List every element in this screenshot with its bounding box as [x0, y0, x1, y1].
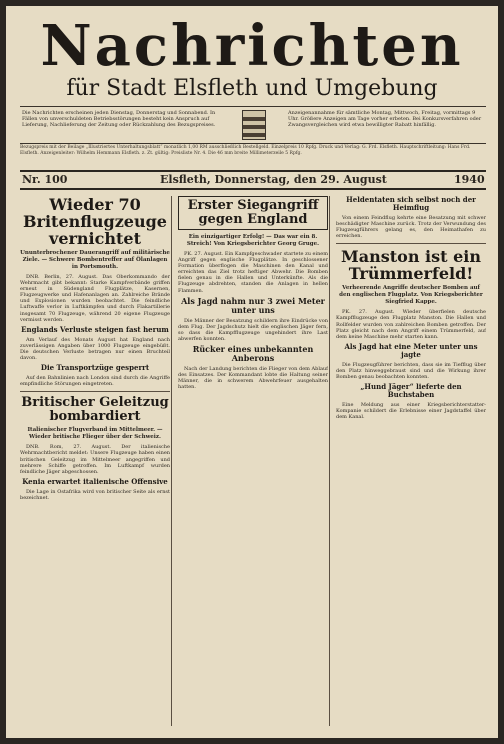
article-body: DNB. Rom, 27. August. Der italienische Wehrmachtbericht meldet: Unsere Flugzeuge haben einen britischen Geleitzug im Mittelmeer angegriffen und mehrere Schiffe getroffen. Im Luftkampf wurden feindliche Jäger abgeschossen. [20, 444, 170, 475]
date-bar [20, 170, 486, 190]
article-body: Von einem Feindflug kehrte eine Besatzung mit schwer beschädigter Maschine zurück. Trotz der Verwundung des Flugzeugführers gelang es, den Heimathafen zu erreichen. [336, 215, 486, 240]
advertising-info: Anzeigenannahme für sämtliche Montag, Mittwoch, Freitag, vormittags 9 Uhr. Größere Anzeigen am Tage vorher erbeten. Bei Konkursverfahren oder Zwangsvergleichen wird etwa bewilligter Rabatt hinfällig. [288, 110, 482, 128]
article-headline: Die Transportzüge gesperrt [40, 363, 150, 373]
article-headline: Manston ist ein Trümmerfeld! [341, 247, 481, 284]
article-body: DNB. Berlin, 27. August. Das Oberkommando der Wehrmacht gibt bekannt: Starke Kampfverbände griffen erneut in Südengland Flugplätze, Kasernen, Flugzeugwerke und Hafenanlagen an. Zahlreiche Brände und Explosionen wurden beobachtet. Die feindliche Luftwaffe verlor in Luftkämpfen und durch Flakartillerie insgesamt 70 Flugzeuge, während 20 eigene Flugzeuge vermisst werden. [20, 274, 170, 323]
town-crest-icon [242, 110, 266, 140]
article-headline: Erster Siegangriff gegen England [178, 196, 328, 230]
article-body: Die Lage in Ostafrika wird von britischer Seite als ernst bezeichnet. [20, 488, 170, 501]
article-body: Die Flugzeugführer berichten, dass sie im Tiefflug über den Platz hinweggebraust sind und die Wirkung ihrer Bomben genau beobachten konnten. [336, 361, 486, 381]
article-headline: Als Jagd hat eine Meter unter uns jagte [344, 341, 478, 359]
subscription-fineprint: Bezugspreis mit der Beilage „Illustriertes Unterhaltungsblatt“ monatlich 1,00 RM ausschließlich Bestellgeld. Einzelpreis 10 Rpfg. Druck und Verlag: G. Frd. Elsfleth. Hauptschriftleitung: Hans Frd. Elsfleth. Anzeigenleiter: Wilhelm Hemmann Elsfleth. z. Zt. gültig: Preisliste Nr. 4. Die 46 mm breite Millimeterzeile 5 Rpfg. [20, 145, 471, 156]
article-subheadline: Ununterbrochener Dauerangriff auf militärische Ziele. — Schwere Bombentreffer auf Ölanlagen in Portsmouth. [20, 250, 170, 270]
column-right [336, 196, 486, 726]
article-headline: „Hund Jäger“ lieferte den Buchstaben [360, 382, 462, 400]
newspaper-subtitle: für Stadt Elsfleth und Umgebung [66, 76, 438, 101]
article-headline: Rücker eines unbekannten Anberons [192, 344, 314, 364]
article-headline: Heldentaten sich selbst noch der Heimflug [346, 196, 476, 212]
article-body: Die Männer der Besatzung schildern ihre Eindrücke von dem Flug. Der Jagdschutz hielt die englischen Jäger fern, so dass die Kampfflugzeuge ungehindert ihre Last abwerfen konnten. [178, 317, 328, 342]
issue-date: Elsfleth, Donnerstag, den 29. August [160, 173, 387, 186]
article-headline: Englands Verluste steigen fast herum [21, 324, 169, 334]
article-subheadline: Verheerende Angriffe deutscher Bomben auf den englischen Flugplatz. Von Kriegsberichter Siegfried Kappe. [339, 285, 483, 306]
article-headline: Wieder 70 Britenflugzeuge vernichtet [23, 196, 167, 248]
column-left [20, 196, 170, 726]
article-body: PK. 27. August. Ein Kampfgeschwader startete zu einem Angriff gegen englische Flugplätze. In geschlossener Formation überflogen die Maschinen den Kanal und erreichten das Ziel trotz heftiger Abwehr. Die Bomben fielen genau in die Hallen und Unterkünfte. Als die Flugzeuge abdrehten, standen die Anlagen in hellen Flammen. [178, 251, 328, 294]
article-headline: Kenia erwartet italienische Offensive [22, 476, 168, 486]
article-subheadline: Italienischer Flugverband im Mittelmeer. — Wieder britische Flieger über der Schweiz. [27, 427, 163, 441]
info-bar [20, 106, 486, 144]
article-body: Am Verlauf des Monats August hat England nach zuverlässigen Angaben über 1000 Flugzeuge eingebüßt. Die deutschen Verluste betragen nur einen Bruchteil davon. [20, 336, 170, 362]
article-body: PK. 27. August. Wieder überfielen deutsche Kampfflugzeuge den Flugplatz Manston. Die Hallen und Rollfelder wurden von zahlreichen Bomben getroffen. Der Platz gleicht nach dem Angriff einem Trümmerfeld, auf dem keine Maschine mehr starten kann. [336, 309, 486, 340]
article-subheadline: Ein einzigartiger Erfolg! — Das war ein 8. Streich! Von Kriegsberichter Georg Gruge. [186, 234, 320, 247]
column-middle [178, 196, 328, 726]
column-rule [329, 196, 330, 726]
masthead [6, 6, 498, 106]
article-headline: Als Jagd nahm nur 3 zwei Meter unter uns [181, 295, 325, 315]
newspaper-page [6, 6, 498, 738]
newspaper-title: Nachrichten [40, 13, 464, 79]
issue-number: Nr. 100 [22, 173, 68, 186]
article-body: Eine Meldung aus einer Kriegsberichterstatter-Kompanie schildert die Erlebnisse einer Jagdstaffel über dem Kanal. [336, 402, 486, 421]
publication-info: Die Nachrichten erscheinen jeden Dienstag, Donnerstag und Sonnabend. In Fällen von unverschuldeten Betriebsstörungen besteht kein Anspruch auf Lieferung, Nachlieferung der Zeitung oder Rückzahlung des Bezugspreises. [22, 110, 216, 128]
article-body: Nach der Landung berichten die Flieger von dem Ablauf des Einsatzes. Der Kommandant lobte die Haltung seiner Männer, die in schwerem Abwehrfeuer ausgehalten hatten. [178, 366, 328, 391]
article-headline: Britischer Geleitzug bombardiert [21, 395, 169, 425]
issue-year: 1940 [454, 173, 485, 186]
column-rule [171, 196, 172, 726]
article-body: Auf den Bahnlinien nach London sind durch die Angriffe empfindliche Störungen eingetreten. [20, 375, 170, 388]
